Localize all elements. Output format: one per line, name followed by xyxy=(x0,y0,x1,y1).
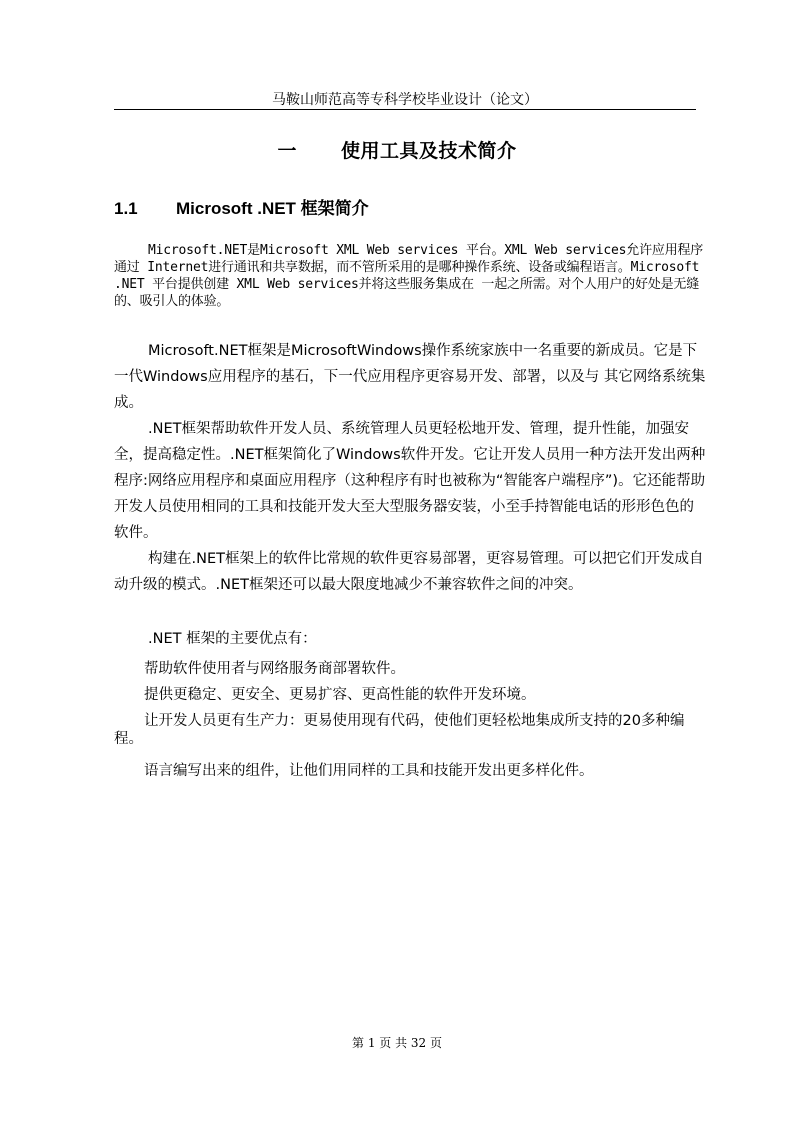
section-number: 1.1 xyxy=(114,199,138,218)
section-title-text: Microsoft .NET 框架简介 xyxy=(176,199,369,218)
paragraph-4: 构建在.NET框架上的软件比常规的软件更容易部署，更容易管理。可以把它们开发成自动升级的模式。.NET框架还可以最大限度地减少不兼容软件之间的冲突。 xyxy=(114,551,704,593)
paragraph-3: .NET框架帮助软件开发人员、系统管理人员更轻松地开发、管理，提升性能，加强安全，提高稳定性。.NET框架简化了Windows软件开发。它让开发人员用一种方法开发出两种程序:网络应用程序和桌面应用程序（这种程序有时也被称为“智能客户端程序”)。它还能帮助开发人员使用相同的工具和技能开发大至大型服务器安装，小至手持智能电话的形形色色的软件。 xyxy=(114,421,706,541)
paragraph-1: Microsoft.NET是Microsoft XML Web services 平台。XML Web services允许应用程序通过 Internet进行通讯和共享数据，而不管所采用的是哪种操作系统、设备或编程语言。Microsoft .NET 平台提供创建 XML Web services并将这些服务集成在 一起之所需。对个人用户的好处是无缝的、吸引人的体验。 xyxy=(114,243,704,309)
paragraph-2: Microsoft.NET框架是MicrosoftWindows操作系统家族中一名重要的新成员。它是下一代Windows应用程序的基石，下一代应用程序更容易开发、部署，以及与 其它网络系统集成。 xyxy=(114,343,706,411)
paragraph-6: 帮助软件使用者与网络服务商部署软件。 xyxy=(144,661,405,677)
paragraph-5: .NET 框架的主要优点有： xyxy=(148,631,317,647)
page-footer xyxy=(0,1034,794,1051)
chapter-title xyxy=(0,136,794,163)
chapter-number: 一 xyxy=(277,140,297,162)
paragraph-7: 提供更稳定、更安全、更易扩容、更高性能的软件开发环境。 xyxy=(144,687,536,703)
header-title: 马鞍山师范高等专科学校毕业设计（论文） xyxy=(272,92,538,108)
paragraph-9: 语言编写出来的组件，让他们用同样的工具和技能开发出更多样化件。 xyxy=(144,763,594,779)
section-title xyxy=(114,194,369,219)
chapter-title-text: 使用工具及技术简介 xyxy=(341,140,517,162)
page-header xyxy=(114,92,696,110)
paragraph-8: 让开发人员更有生产力：更易使用现有代码，使他们更轻松地集成所支持的20多种编程。 xyxy=(114,713,685,747)
page-number: 第 1 页 共 32 页 xyxy=(352,1036,442,1050)
